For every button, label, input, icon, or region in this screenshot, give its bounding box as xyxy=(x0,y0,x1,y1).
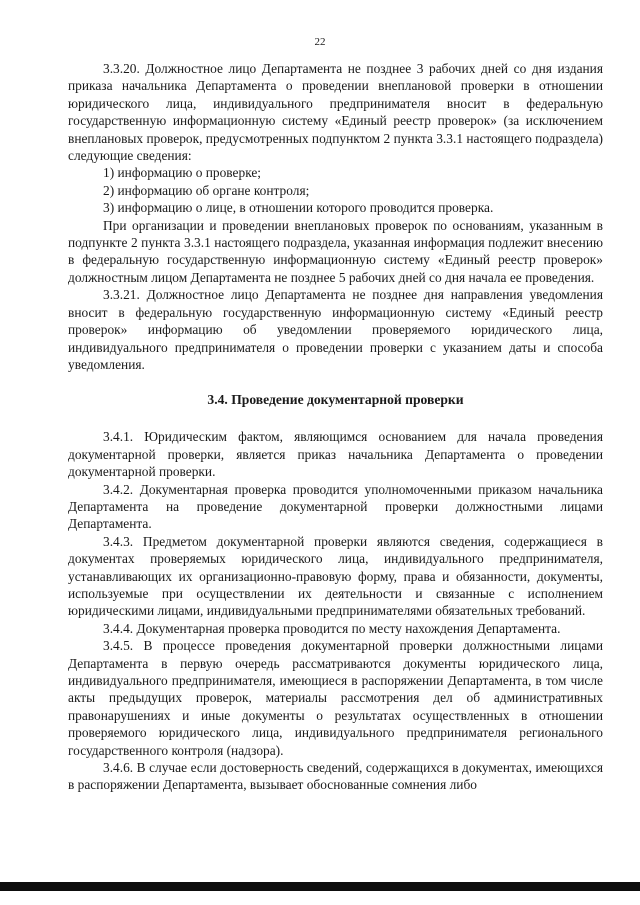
paragraph-3-4-1: 3.4.1. Юридическим фактом, являющимся основанием для начала проведения документарной проверки, является приказ начальника Департамента о проведении документарной проверки. xyxy=(68,429,603,480)
paragraph-3-4-6: 3.4.6. В случае если достоверность сведений, содержащихся в документах, имеющихся в распоряжении Департамента, вызывает обоснованные сомнения либо xyxy=(68,760,603,793)
document-body xyxy=(68,60,603,794)
paragraph-unscheduled-inspections: При организации и проведении внеплановых проверок по основаниям, указанным в подпункте 2 пункта 3.3.1 настоящего подраздела, указанная информация подлежит внесению в федеральную государственную информационную систему «Единый реестр проверок» должностным лицом Департамента не позднее 5 рабочих дней со дня начала ее проведения. xyxy=(68,217,603,285)
list-item: 3) информацию о лице, в отношении которого проводится проверка. xyxy=(103,200,494,216)
paragraph-3-4-5: 3.4.5. В процессе проведения документарной проверки должностными лицами Департамента в первую очередь рассматриваются документы юридического лица, индивидуального предпринимателя, имеющиеся в распоряжении Департамента, в том числе акты предыдущих проверок, материалы рассмотрения дел об административных правонарушениях и иные документы о результатах осуществленных в отношении проверяемого юридического лица, индивидуального предпринимателя регионального государственного контроля (надзора). xyxy=(68,638,603,758)
section-heading: 3.4. Проведение документарной проверки xyxy=(207,392,464,408)
scan-edge-bar xyxy=(0,882,640,891)
paragraph-3-4-3: 3.4.3. Предметом документарной проверки являются сведения, содержащиеся в документах проверяемых юридического лица, индивидуального предпринимателя, устанавливающих их организационно-правовую форму, права и обязанности, документы, используемые при осуществлении их деятельности и связанные с исполнением юридическими лицами, индивидуальными предпринимателями обязательных требований. xyxy=(68,533,603,619)
page-number: 22 xyxy=(314,36,326,48)
list-item: 1) информацию о проверке; xyxy=(103,165,262,181)
paragraph-3-4-2: 3.4.2. Документарная проверка проводится уполномоченными приказом начальника Департамента на проведение документарной проверки должностными лицами Департамента. xyxy=(68,481,603,532)
paragraph-3-3-21: 3.3.21. Должностное лицо Департамента не позднее дня направления уведомления вносит в федеральную государственную информационную систему «Единый реестр проверок» информацию об уведомлении проверяемого юридического лица, индивидуального предпринимателя о проведении проверки с указанием даты и способа уведомления. xyxy=(68,287,603,372)
list-item: 2) информацию об органе контроля; xyxy=(103,182,310,198)
paragraph-3-3-20: 3.3.20. Должностное лицо Департамента не позднее 3 рабочих дней со дня издания приказа начальника Департамента о проведении внеплановой проверки в отношении юридического лица, индивидуального предпринимателя вносит в федеральную государственную информационную систему «Единый реестр проверок» (за исключением внеплановых проверок, предусмотренных подпунктом 2 пункта 3.3.1 настоящего подраздела) следующие сведения: xyxy=(68,61,603,164)
paragraph-3-4-4: 3.4.4. Документарная проверка проводится по месту нахождения Департамента. xyxy=(103,620,561,636)
